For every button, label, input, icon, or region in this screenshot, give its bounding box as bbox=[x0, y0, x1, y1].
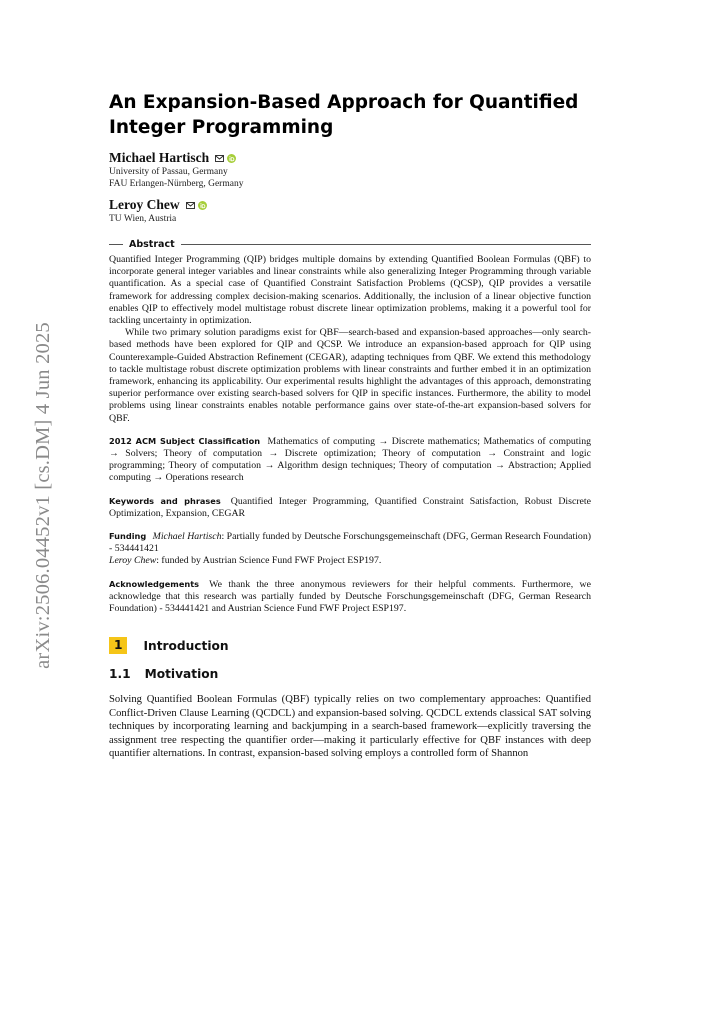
author-1-name: Michael Hartisch bbox=[109, 150, 210, 165]
acknowledgements bbox=[109, 578, 591, 616]
subsection-number: 1.1 bbox=[109, 667, 131, 682]
author-1-affiliation-1: University of Passau, Germany bbox=[109, 167, 228, 177]
subsection-heading bbox=[109, 667, 591, 681]
abstract-heading bbox=[109, 239, 591, 250]
funding-name-1: Michael Hartisch bbox=[152, 531, 222, 543]
paper-content bbox=[109, 90, 591, 760]
section-title: Introduction bbox=[143, 638, 229, 653]
arxiv-identifier-text: arXiv:2506.04452v1 [cs.DM] 4 Jun 2025 bbox=[31, 321, 54, 669]
email-icon[interactable] bbox=[186, 202, 195, 209]
funding-label: Funding bbox=[109, 531, 147, 542]
acm-text: Mathematics of computing → Discrete mathematics; Mathematics of computing → Solvers; Theory of computation → Discrete optimization; Theory of computation → Constraint and logic programming; Theory of computation → Algorithm design techniques; Theory of computation → Abstraction; Applied computing → Operations research bbox=[109, 435, 591, 484]
funding-text-1: : Partially funded by Deutsche Forschungsgemeinschaft (DFG, German Research Foundation) - 534441421 bbox=[109, 531, 591, 555]
acm-classification bbox=[109, 435, 591, 485]
subsection-title: Motivation bbox=[144, 667, 219, 682]
section-heading bbox=[109, 637, 591, 654]
acknowledgements-label: Acknowledgements bbox=[109, 578, 199, 589]
author-2-affiliation-1: TU Wien, Austria bbox=[109, 214, 177, 224]
author-1 bbox=[109, 150, 591, 190]
abstract-paragraph-2: While two primary solution paradigms exist for QBF—search-based and expansion-based approaches—only search-based methods have been explored for QIP and QCSP. We introduce an expansion-based approach for QIP using Counterexample-Guided Abstraction Refinement (CEGAR), adapting techniques from QBF. We extend this methodology to tackle multistage robust discrete optimization problems with linear constraints and further embed it in an optimization framework, enhancing its applicability. Our experimental results highlight the advantages of this approach, demonstrating superior performance over existing search-based solvers for QIP in specific instances. Furthermore, the ability to model problems using linear constraints enables notable performance gains over state-of-the-art expansion-based solvers for QBF. bbox=[109, 327, 591, 424]
orcid-icon[interactable] bbox=[198, 201, 207, 210]
author-1-affiliation-2: FAU Erlangen-Nürnberg, Germany bbox=[109, 179, 244, 189]
abstract-paragraph-1: Quantified Integer Programming (QIP) bridges multiple domains by extending Quantified Boolean Formulas (QBF) to incorporate general integer variables and linear constraints while also generalizing Integer Programming through variable quantification. As a special case of Quantified Constraint Satisfaction Problems (QCSP), QIP provides a versatile framework for addressing complex decision-making scenarios. Additionally, the inclusion of a linear objective function enables QIP to effectively model multistage robust discrete linear optimization problems, making it a powerful tool for tackling uncertainty in optimization. bbox=[109, 254, 591, 327]
keywords bbox=[109, 495, 591, 520]
keywords-text: Quantified Integer Programming, Quantified Constraint Satisfaction, Robust Discrete Optimization, Expansion, CEGAR bbox=[109, 495, 591, 519]
email-icon[interactable] bbox=[215, 155, 224, 162]
funding-name-2: Leroy Chew bbox=[109, 555, 157, 567]
author-2 bbox=[109, 197, 591, 225]
arxiv-identifier bbox=[33, 302, 53, 688]
title-line-1: An Expansion-Based Approach for Quantified bbox=[109, 92, 579, 113]
title-line-2: Integer Programming bbox=[109, 117, 334, 138]
funding-text-2: : funded by Austrian Science Fund FWF Project ESP197. bbox=[156, 555, 382, 567]
section-number-badge: 1 bbox=[109, 637, 127, 654]
acknowledgements-text: We thank the three anonymous reviewers for their helpful comments. Furthermore, we acknowledge that this research was partially funded by Deutsche Forschungsgemeinschaft (DFG, German Research Foundation) - 534441421 and Austrian Science Fund FWF Project ESP197. bbox=[109, 578, 591, 615]
funding bbox=[109, 530, 591, 568]
orcid-icon[interactable] bbox=[227, 154, 236, 163]
abstract-heading-text: Abstract bbox=[129, 239, 175, 250]
keywords-label: Keywords and phrases bbox=[109, 495, 221, 506]
author-2-name: Leroy Chew bbox=[109, 197, 180, 212]
body-paragraph: Solving Quantified Boolean Formulas (QBF) typically relies on two complementary approaches: Quantified Conflict-Driven Clause Learning (QCDCL) and expansion-based solving. QCDCL extends classical SAT solving techniques by incorporating learning and backjumping in a search-based framework—explicitly traversing the assignment tree respecting the quantifier order—making it particularly effective for QBF instances with deep quantifier alternations. In contrast, expansion-based solving employs a controlled form of Shannon bbox=[109, 694, 591, 759]
acm-label: 2012 ACM Subject Classification bbox=[109, 435, 261, 446]
paper-title bbox=[109, 90, 591, 140]
